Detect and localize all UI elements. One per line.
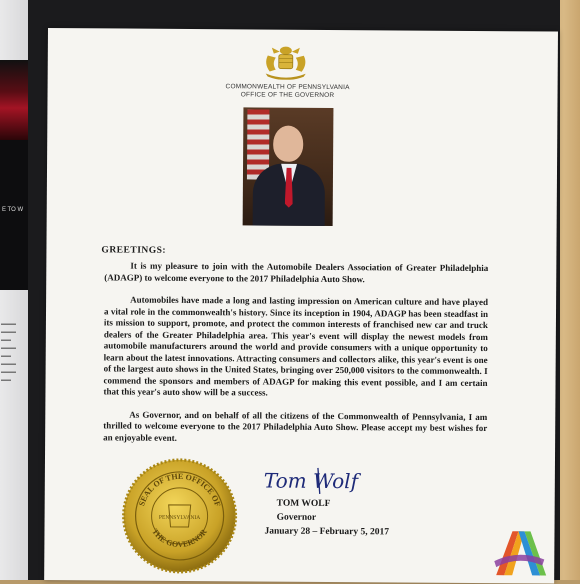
- signature-script: Tom Wolf: [263, 468, 359, 494]
- office-header: [188, 83, 388, 100]
- event-dates: January 28 – February 5, 2017: [264, 526, 390, 538]
- facing-page-stripe: [0, 140, 28, 290]
- facing-page-text: E TO W: [2, 207, 24, 213]
- portrait-head: [273, 126, 303, 162]
- car-photo-fragment: [0, 60, 28, 140]
- pennsylvania-crest-icon: [260, 43, 312, 79]
- signer-name: TOM WOLF: [276, 498, 331, 509]
- seal-outer-text: SEAL OF THE OFFICE OF: [137, 471, 223, 508]
- greeting: GREETINGS:: [101, 245, 167, 256]
- paragraph-intro: It is my pleasure to join with the Automobile Dealers Association of Greater Philadelphia (ADAGP) to welcome everyone to the 2017 Philadelphia Auto Show.: [104, 260, 489, 284]
- office-line-commonwealth: COMMONWEALTH OF PENNSYLVANIA: [225, 83, 350, 92]
- governor-welcome-letter: [44, 28, 558, 584]
- facing-page-edge: [0, 0, 28, 580]
- governor-portrait: [243, 107, 334, 226]
- office-line-governor: OFFICE OF THE GOVERNOR: [240, 91, 335, 100]
- paragraph-closing: As Governor, and on behalf of all the citizens of the Commonwealth of Pennsylvania, I am thrilled to welcome everyone to the 2017 Philadelphia Auto Show. Please accept my best wishes for an enjoyable event.: [103, 409, 488, 443]
- signature-block: [264, 497, 390, 540]
- letter-body: [103, 260, 488, 457]
- seal-bottom-text: THE GOVERNOR: [150, 527, 209, 550]
- auto-show-logo-icon: [488, 525, 548, 581]
- seal-state-text: PENNSYLVANIA: [158, 514, 201, 522]
- paragraph-history: Automobiles have made a long and lasting impression on American culture and have played a vital role in the commonwealth's history. Since its inception in 1904, ADAGP has been steadfast in its mission to support, promote, and protect the common interests of franchised new car and truck dealers of the Greater Philadelphia area. This year's event will display the newest models from automobile manufacturers around the world and provide consumers with a unique opportunity to learn about the latest innovations. Attracting consumers and collectors alike, this year's event is one of the largest auto shows in the United States, bringing over 250,000 visitors to the commonwealth. I commend the sponsors and members of ADAGP for making this event possible, and I am certain that this year's auto show will be a success.: [103, 294, 489, 398]
- facing-page-column: ▬▬▬ ▬▬▬ ▬▬ ▬▬▬ ▬▬ ▬▬▬ ▬▬▬ ▬▬: [1, 321, 16, 383]
- governor-seal-icon: [120, 457, 239, 576]
- signer-title: Governor: [276, 512, 317, 523]
